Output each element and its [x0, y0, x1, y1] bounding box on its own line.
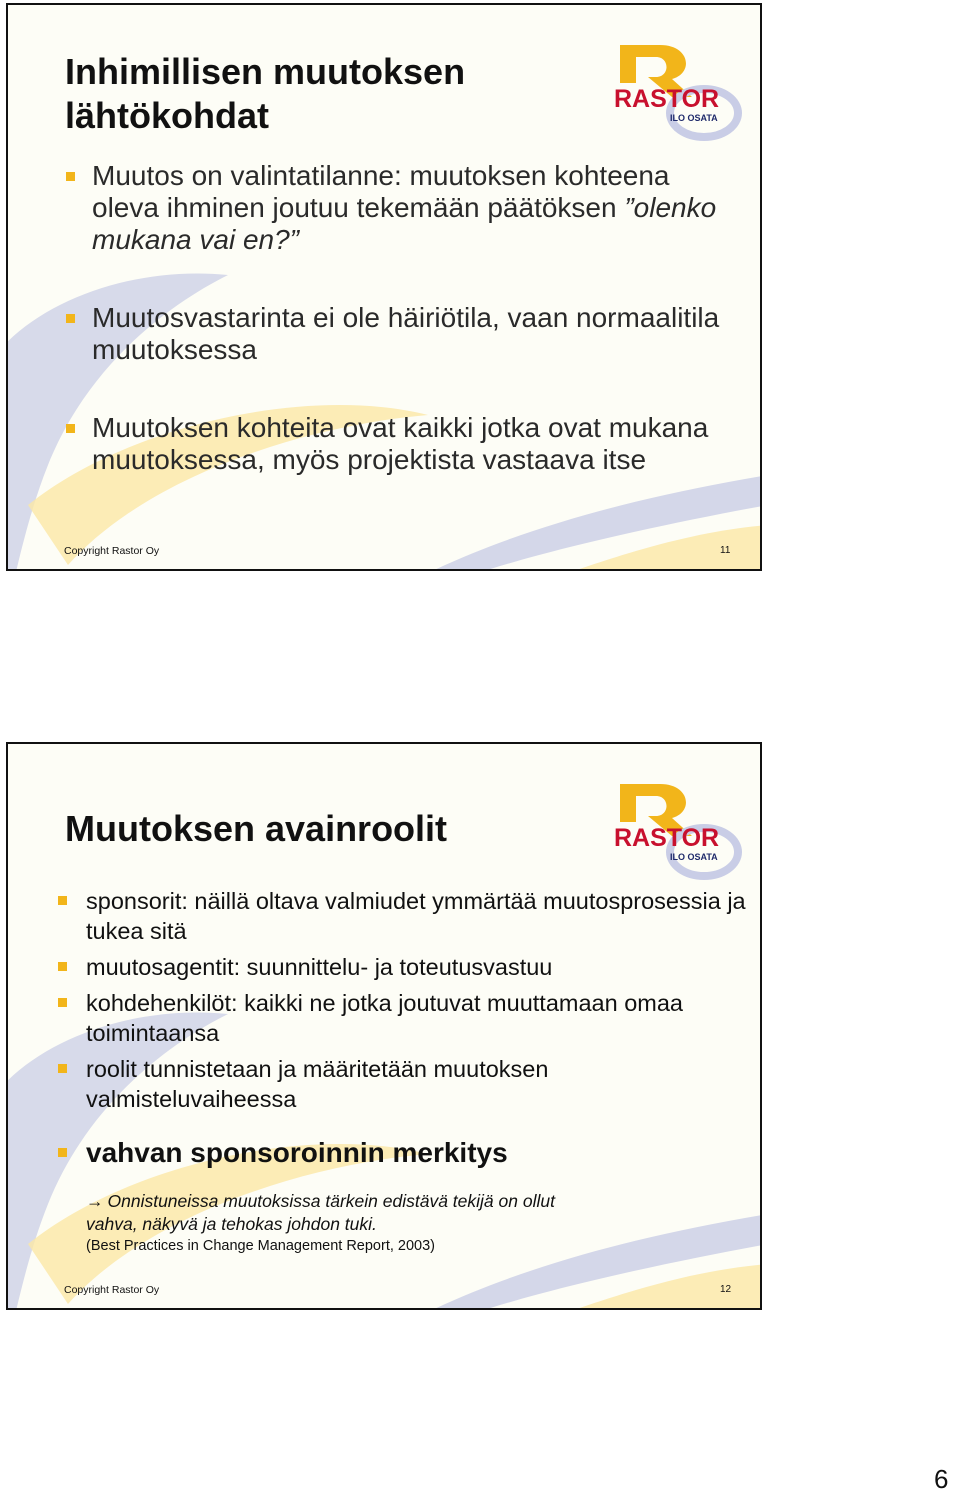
slide-title: Muutoksen avainroolit [65, 808, 448, 849]
slide-11 [6, 3, 762, 571]
list-item [58, 988, 748, 1048]
list-item [58, 1054, 748, 1114]
list-item [58, 1136, 748, 1170]
rastor-logo [612, 41, 742, 149]
bullet-square-icon [58, 962, 67, 971]
slide-number: 11 [720, 545, 731, 556]
slide-number: 12 [720, 1284, 732, 1295]
bullet-text: Muutos on valintatilanne: muutoksen kohteena oleva ihminen joutuu tekemään päätöksen [92, 160, 670, 223]
copyright-footer: Copyright Rastor Oy [64, 1284, 160, 1296]
note-line-1: Onnistuneissa muutoksissa tärkein edistävä tekijä on ollut [107, 1191, 555, 1211]
list-item [58, 952, 748, 982]
note-reference: (Best Practices in Change Management Report, 2003) [86, 1238, 435, 1254]
bullet-square-icon [66, 172, 75, 181]
list-item [58, 886, 748, 946]
svg-text:RASTOR: RASTOR [614, 824, 720, 852]
page-number: 6 [934, 1464, 949, 1494]
bullet-text: muutosagentit: suunnittelu- ja toteutusvastuu [86, 954, 553, 980]
slide-title: Inhimillisen muutoksen lähtökohdat [65, 51, 466, 136]
svg-text:ILO OSATA: ILO OSATA [670, 113, 718, 123]
bullet-square-icon [58, 1064, 67, 1073]
bullet-square-icon [66, 424, 75, 433]
bullet-square-icon [58, 1148, 67, 1157]
bullet-square-icon [58, 998, 67, 1007]
bullet-list [66, 160, 726, 476]
bullet-square-icon [66, 314, 75, 323]
bullet-text: Muutosvastarinta ei ole häiriötila, vaan normaalitila muutoksessa [92, 302, 720, 365]
svg-text:RASTOR: RASTOR [614, 85, 720, 113]
bullet-list [58, 886, 748, 1170]
bullet-text: Muutoksen kohteita ovat kaikki jotka ovat mukana muutoksessa, myös projektista vastaava itse [92, 412, 709, 475]
list-item [66, 302, 726, 366]
quote-note [86, 1190, 706, 1256]
note-line-2: vahva, näkyvä ja tehokas johdon tuki. [86, 1214, 377, 1234]
slide-12 [6, 742, 762, 1310]
bullet-text: sponsorit: näillä oltava valmiudet ymmärtää muutosprosessia ja tukea sitä [86, 888, 746, 944]
svg-text:ILO OSATA: ILO OSATA [670, 852, 718, 862]
bullet-text: vahvan sponsoroinnin merkitys [86, 1137, 508, 1168]
arrow-right-icon: → [86, 1191, 104, 1211]
bullet-square-icon [58, 896, 67, 905]
copyright-footer: Copyright Rastor Oy [64, 545, 160, 557]
bullet-text: kohdehenkilöt: kaikki ne jotka joutuvat muuttamaan omaa toimintaansa [86, 990, 683, 1046]
list-item [66, 160, 726, 256]
bullet-text: roolit tunnistetaan ja määritetään muutoksen valmisteluvaiheessa [86, 1056, 549, 1112]
list-item [66, 412, 726, 476]
bullet-italic-text: ”olenko mukana vai en?” [92, 192, 717, 255]
rastor-logo [612, 780, 742, 888]
